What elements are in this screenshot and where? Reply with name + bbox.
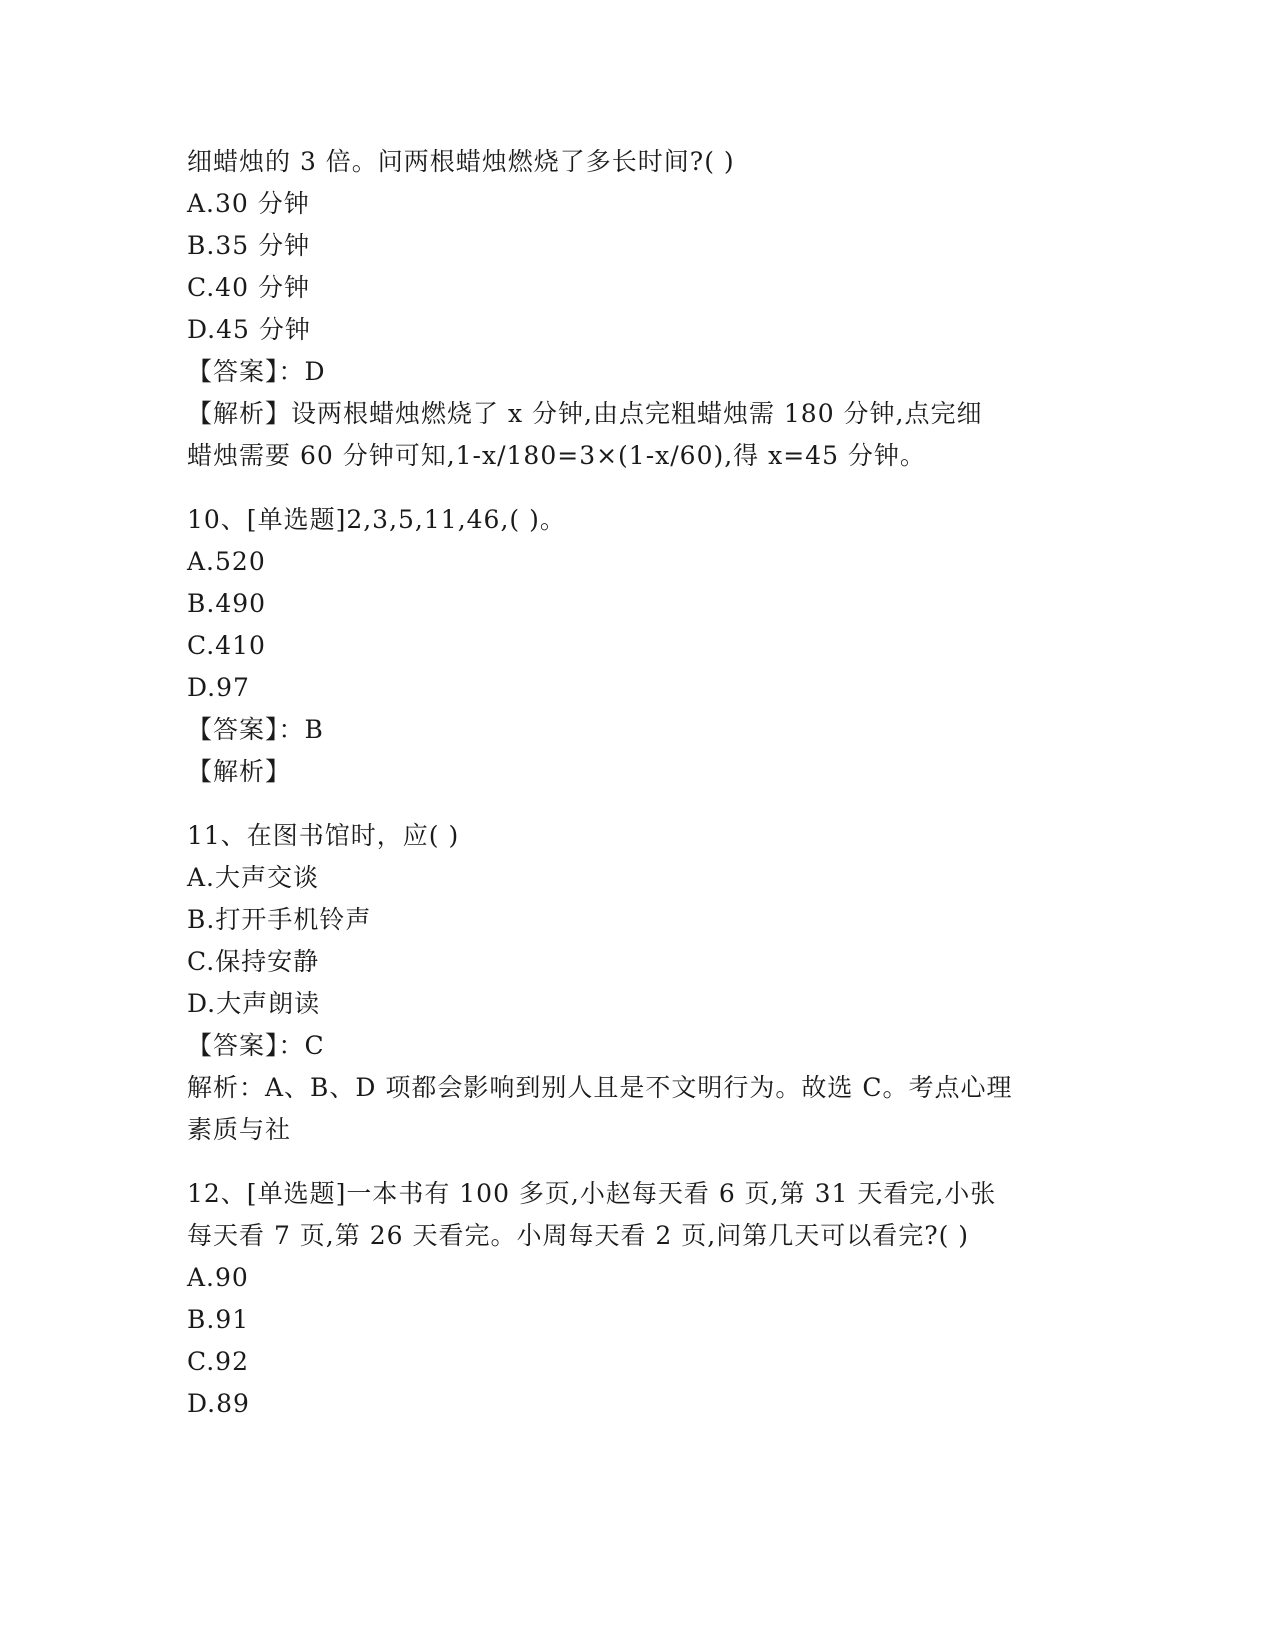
q9-analysis-line2: 蜡烛需要 60 分钟可知,1-x/180=3×(1-x/60),得 x=45 分钟。 [187,441,926,470]
q9-analysis-line1: 【解析】设两根蜡烛燃烧了 x 分钟,由点完粗蜡烛需 180 分钟,点完细 [187,399,983,428]
q11-analysis-line1: 解析：A、B、D 项都会影响到别人且是不文明行为。故选 C。考点心理 [187,1073,1013,1102]
q9-option-a: A.30 分钟 [187,189,310,218]
q9-option-c: C.40 分钟 [187,273,310,302]
q12-stem-line1: 12、[单选题]一本书有 100 多页,小赵每天看 6 页,第 31 天看完,小张 [187,1179,997,1208]
q12-option-d: D.89 [187,1389,250,1418]
q11-option-a: A.大声交谈 [187,863,320,892]
q10-option-a: A.520 [187,547,266,576]
q11-option-c: C.保持安静 [187,947,320,976]
q10-option-d: D.97 [187,673,250,702]
q9-option-b: B.35 分钟 [187,231,311,260]
q10-analysis: 【解析】 [187,757,292,786]
q12-option-b: B.91 [187,1305,250,1334]
q10-answer: 【答案】：B [187,715,324,744]
q11-option-d: D.大声朗读 [187,989,321,1018]
q12-option-a: A.90 [187,1263,249,1292]
q10-stem: 10、[单选题]2,3,5,11,46,( )。 [187,505,566,534]
q10-option-b: B.490 [187,589,267,618]
q11-option-b: B.打开手机铃声 [187,905,372,934]
q9-option-d: D.45 分钟 [187,315,311,344]
q11-analysis-line2: 素质与社 [187,1115,292,1144]
q11-stem: 11、在图书馆时，应( ) [187,821,460,850]
q10-option-c: C.410 [187,631,266,660]
q9-answer: 【答案】：D [187,357,326,386]
q11-answer: 【答案】：C [187,1031,325,1060]
q9-stem-continuation: 细蜡烛的 3 倍。问两根蜡烛燃烧了多长时间?( ) [187,147,735,176]
q12-option-c: C.92 [187,1347,249,1376]
q12-stem-line2: 每天看 7 页,第 26 天看完。小周每天看 2 页,问第几天可以看完?( ) [187,1221,970,1250]
